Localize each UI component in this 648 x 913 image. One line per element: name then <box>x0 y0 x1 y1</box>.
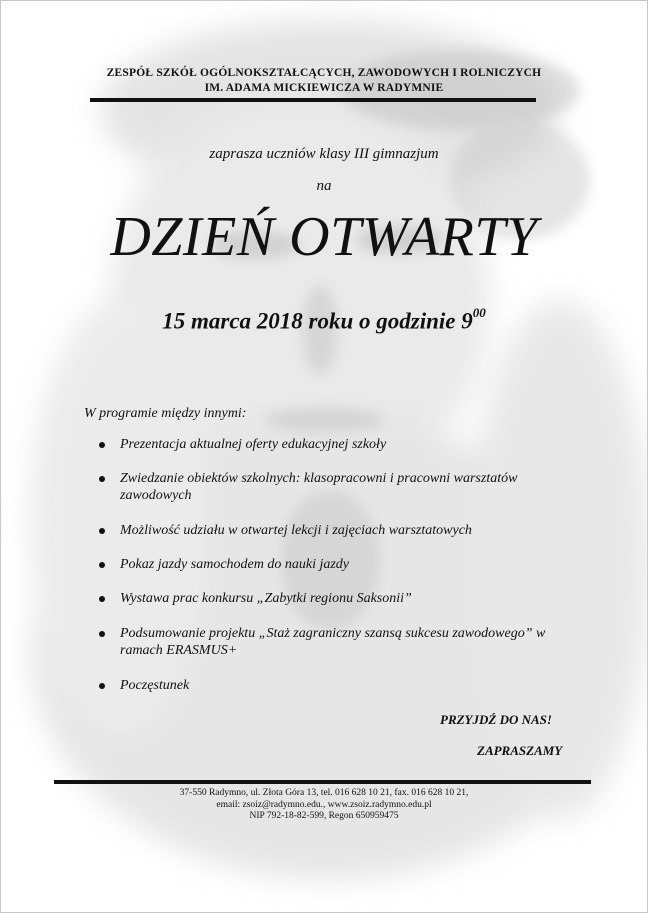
we-invite-text: ZAPRASZAMY <box>477 743 563 758</box>
school-patron: IM. ADAMA MICKIEWICZA W RADYMNIE <box>204 82 444 94</box>
page-title: DZIEŃ OTWARTY <box>110 206 538 268</box>
come-to-us-text: PRZYJDŹ DO NAS! <box>440 712 552 727</box>
program-item-text: Podsumowanie projektu „Staż zagraniczny szansą sukcesu zawodowego” w ramach ERASMUS+ <box>120 626 546 658</box>
invite-prefix: zaprasza uczniów <box>209 146 316 162</box>
program-list <box>96 436 566 694</box>
bullet-icon <box>99 528 105 534</box>
footer-address: 37-550 Radymno, ul. Złota Góra 13, tel. 016 628 10 21, fax. 016 628 10 21, <box>179 788 469 798</box>
list-item <box>96 436 566 453</box>
event-date-text: 15 marca 2018 roku o godzinie 9 <box>162 308 473 334</box>
bullet-icon <box>99 442 105 448</box>
event-date <box>0 305 648 335</box>
school-name: ZESPÓŁ SZKÓŁ OGÓLNOKSZTAŁCĄCYCH, ZAWODOWYCH I ROLNICZYCH <box>106 67 542 79</box>
program-heading: W programie między innymi: <box>84 406 247 421</box>
footer-contact: email: zsoiz@radymno.edu., www.zsoiz.radymno.edu.pl <box>216 800 432 810</box>
footer-rule <box>54 780 591 784</box>
program-item-text: Prezentacja aktualnej oferty edukacyjnej szkoły <box>120 437 387 452</box>
bullet-icon <box>99 683 105 689</box>
list-item <box>96 590 566 607</box>
bullet-icon <box>99 631 105 637</box>
program-item-text: Poczęstunek <box>120 678 190 693</box>
program-item-text: Wystawa prac konkursu „Zabytki regionu Saksonii” <box>120 591 412 606</box>
header-rule <box>90 98 536 102</box>
invite-line <box>0 146 648 163</box>
na-text: na <box>316 178 332 194</box>
bullet-icon <box>99 596 105 602</box>
list-item <box>96 625 566 659</box>
list-item <box>96 677 566 694</box>
program-item-text: Możliwość udziału w otwartej lekcji i zajęciach warsztatowych <box>120 523 472 538</box>
list-item <box>96 556 566 573</box>
footer-registration: NIP 792-18-82-599, Regon 650959475 <box>249 811 399 821</box>
program-item-text: Pokaz jazdy samochodem do nauki jazdy <box>120 557 350 572</box>
bullet-icon <box>99 476 105 482</box>
program-item-text: Zwiedzanie obiektów szkolnych: klasopracowni i pracowni warsztatów zawodowych <box>120 471 518 503</box>
list-item <box>96 470 566 504</box>
invite-target: klasy III gimnazjum <box>319 146 439 162</box>
event-date-minutes: 00 <box>472 305 486 320</box>
list-item <box>96 522 566 539</box>
bullet-icon <box>99 562 105 568</box>
